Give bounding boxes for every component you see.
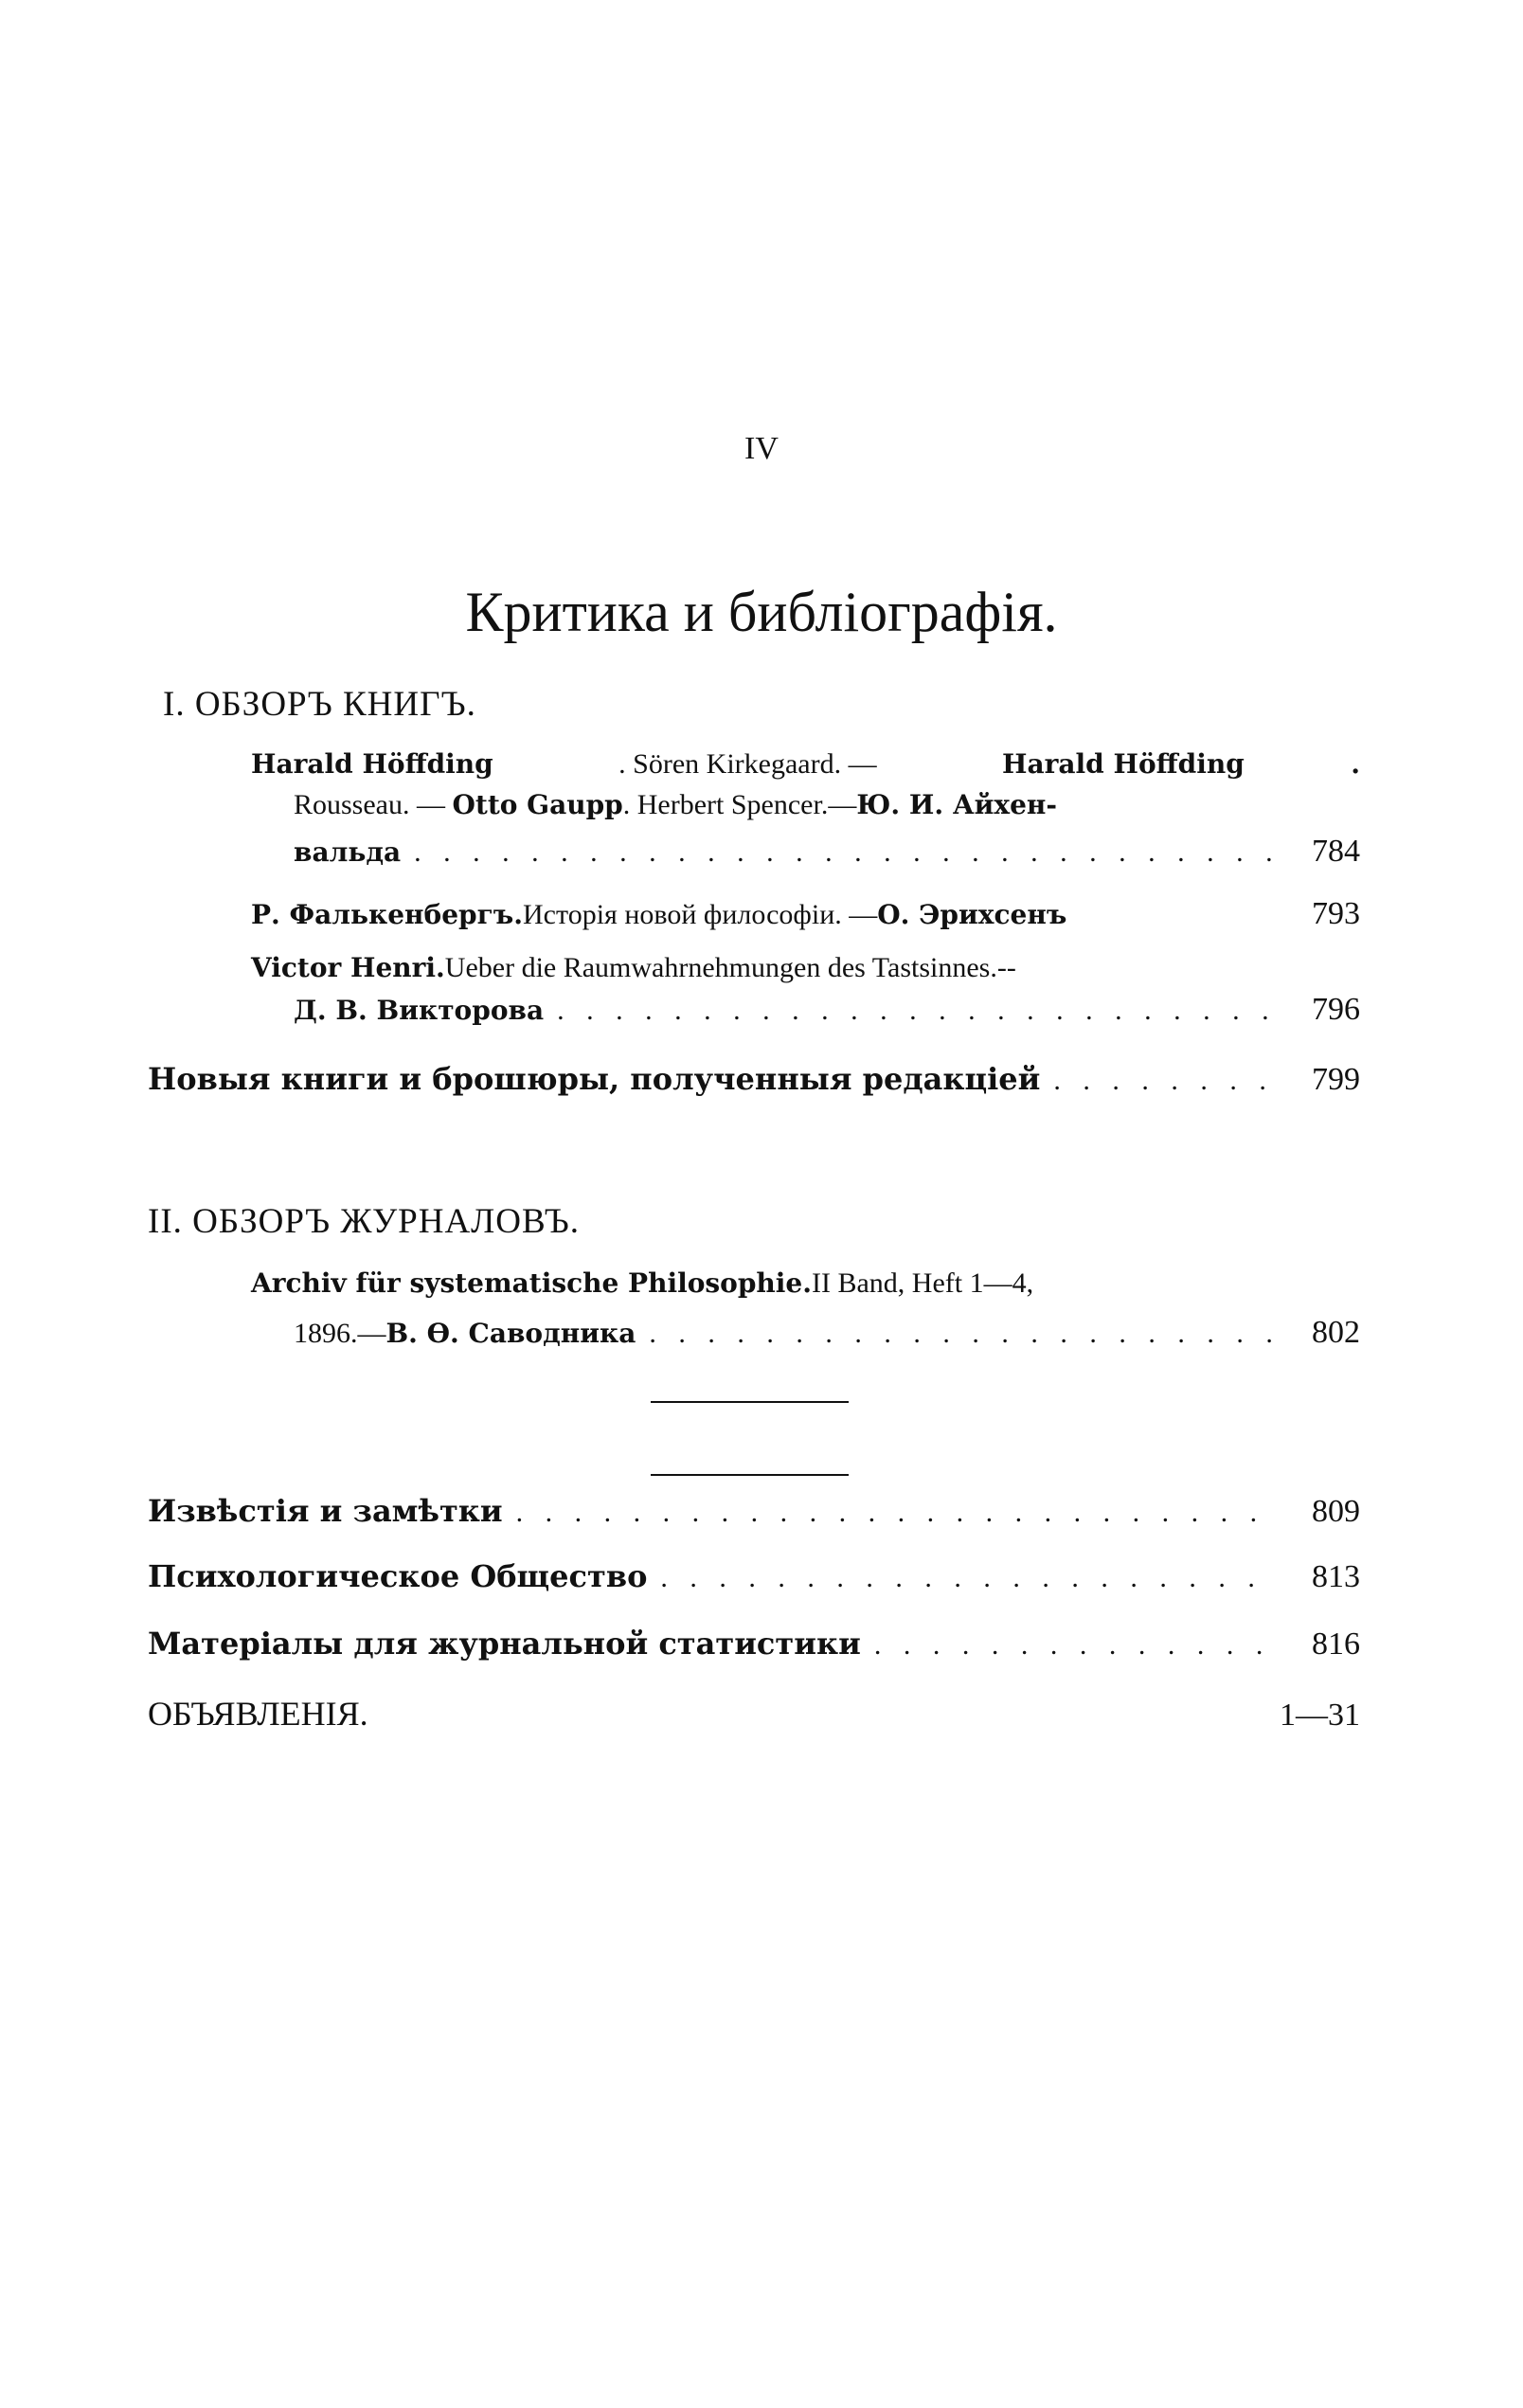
page-title: Критика и библіографія. (465, 581, 1058, 643)
entry-page: 802 (1312, 1315, 1360, 1350)
dot-leader (414, 836, 1271, 869)
entry-misc: Психологическое Общество . . . 813 (148, 1558, 1360, 1595)
entry-archiv-line2: 1896.— В. Ѳ. Саводника . . . 802 (294, 1315, 1360, 1351)
entry-hoffding-line3: вальда . . . 784 (294, 834, 1360, 870)
section-heading-books: I. ОБЗОРЪ КНИГЪ. (163, 685, 476, 724)
entry-misc: Извѣстія и замѣтки . . . 809 (148, 1493, 1360, 1530)
entry-new-books: Новыя книги и брошюры, полученныя редакціей . . . 799 (148, 1061, 1360, 1098)
entry-falkenberg: Р. Фалькенбергъ. Исторія новой философіи. — О. Эрихсенъ 793 (251, 896, 1360, 931)
dot-leader (557, 995, 1271, 1027)
entry-archiv-line1: Archiv für systematische Philosophie. II Band, Heft 1—4, (251, 1267, 1034, 1299)
entry-henri-line2: Д. В. Викторова . . . 796 (294, 992, 1360, 1028)
dot-leader (516, 1497, 1271, 1529)
entry-hoffding-line2: Rousseau. — Otto Gaupp . Herbert Spencer.— Ю. И. Айхен- (294, 789, 1058, 820)
entry-page: 799 (1312, 1062, 1360, 1097)
entry-ads: ОБЪЯВЛЕНІЯ. 1—31 (148, 1695, 1360, 1733)
dot-leader (649, 1318, 1271, 1350)
section-heading-journals: II. ОБЗОРЪ ЖУРНАЛОВЪ. (148, 1202, 581, 1241)
dot-leader (874, 1629, 1271, 1662)
entry-hoffding-line1: Harald Höffding . Sören Kirkegaard. — Harald Höffding . (251, 748, 1360, 780)
dot-leader (1053, 1065, 1271, 1097)
page-number: IV (744, 431, 779, 466)
divider-rule (651, 1474, 849, 1476)
divider-rule (651, 1401, 849, 1403)
entry-henri-line1: Victor Henri. Ueber die Raumwahrnehmungen des Tastsinnes.-- (251, 952, 1016, 983)
dot-leader (660, 1562, 1271, 1594)
entry-page: 784 (1312, 834, 1360, 869)
entry-misc: Матеріалы для журнальной статистики . . . 816 (148, 1626, 1360, 1662)
entry-page: 793 (1312, 896, 1360, 931)
entry-page: 796 (1312, 992, 1360, 1027)
